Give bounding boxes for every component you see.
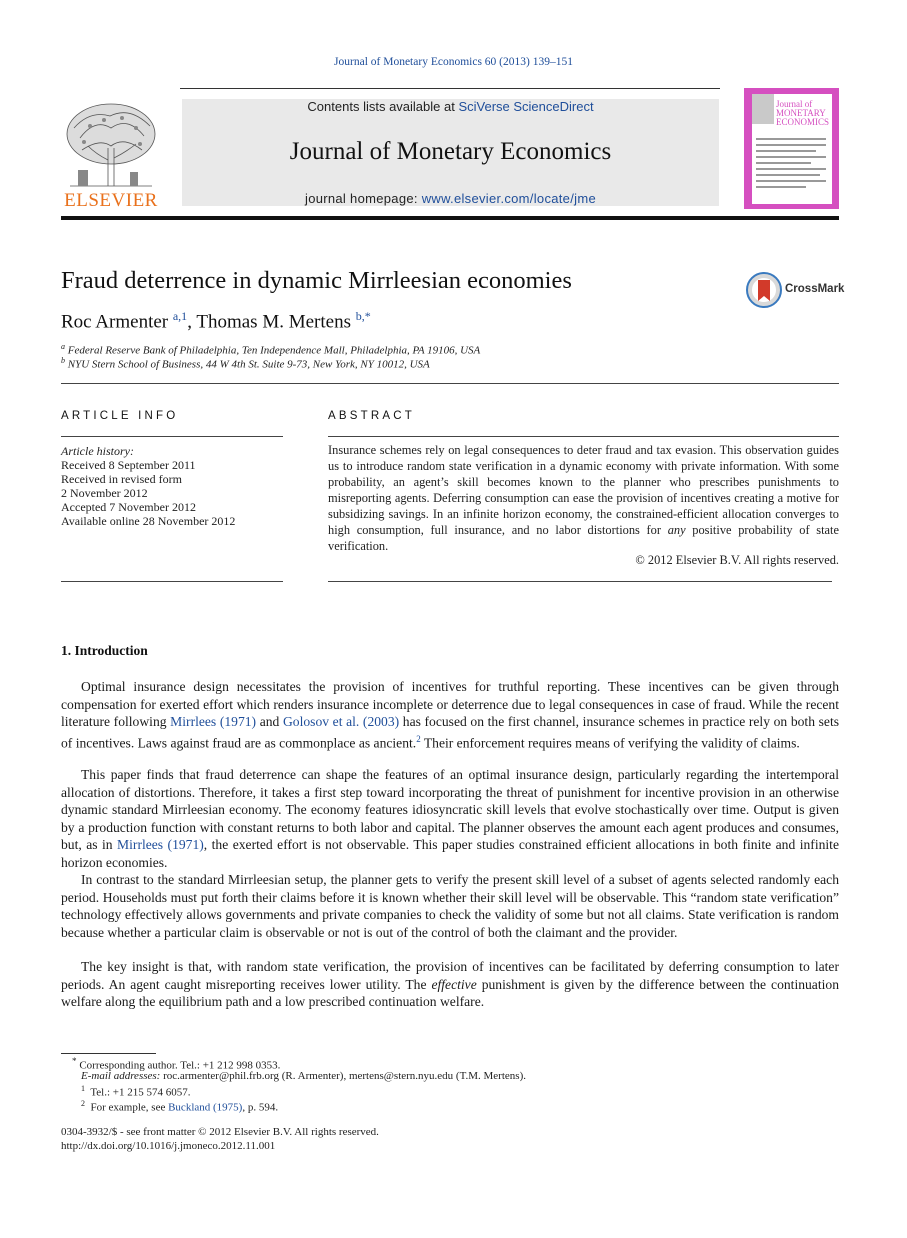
email-addresses[interactable]: roc.armenter@phil.frb.org (R. Armenter), mertens@stern.nyu.edu (T.M. Mertens). [160,1070,526,1082]
footnote-text: For example, see [90,1101,169,1114]
author-affiliation-marker[interactable]: a,1 [172,309,188,323]
footnote-marker[interactable]: 2 [416,733,421,744]
contents-availability-line [182,99,719,114]
contents-prefix: Contents lists available at [307,99,459,114]
crossmark-label: CrossMark [785,283,845,295]
article-info-heading: ARTICLE INFO [61,410,179,422]
abstract-segment: positive probability of state verification. [328,523,839,553]
author-list [61,309,371,333]
article-info-rule [61,436,283,437]
author-name[interactable]: Roc Armenter [61,311,169,333]
paragraph-text: The key insight is that, with random state verification, the provision of incentives can be facilitated by deferring consumption to later periods. An agent caught misreporting receives lower utility. The [61,959,839,992]
citation-link[interactable]: Buckland (1975) [168,1101,243,1114]
abstract-copyright: © 2012 Elsevier B.V. All rights reserved. [635,553,839,567]
article-info-bottom-rule [61,581,283,582]
elsevier-wordmark: ELSEVIER [64,190,158,211]
intro-paragraph-4 [61,958,839,1011]
paragraph-text: and [256,714,283,729]
paragraph-emphasis: effective [431,976,477,992]
paragraph-text: This paper finds that fraud deterrence can shape the features of an optimal insurance design, particularly regarding the intertemporal allocation of distortions. Therefore, it takes a first step toward incorporating the threat of punishment for incentive provision in an otherwise dynamic standard Mirrleesian economy. The economy features idiosyncratic skill levels that evolve stochastically over time. Output is given by a production function with constant returns to both labor and capital. The planner observes the amount each agent produces and consumes, but, as in [61,767,839,852]
history-item: Received 8 September 2011 [61,458,196,472]
footnote-marker: * [72,1056,77,1066]
paragraph-text: , the exerted effort is not observable. This paper studies constrained efficient allocations in both finite and infinite horizon economies. [61,837,839,870]
article-title: Fraud deterrence in dynamic Mirrleesian economies [61,267,572,294]
abstract-text [328,442,839,554]
history-item: Accepted 7 November 2012 [61,500,196,514]
abstract-heading: ABSTRACT [328,410,415,422]
footnote-text: Tel.: +1 215 574 6057. [90,1086,191,1099]
affiliation-b [61,356,430,371]
paragraph-text: Optimal insurance design necessitates the provision of incentives for truthful reporting. These incentives can be given through compensation for exerted effort which renders insurance incomplete or deterrence due to legal consequences in case of fraud. While the recent literature following [61,679,839,729]
author-name[interactable]: Thomas M. Mertens [196,311,351,333]
email-footnote [81,1070,526,1082]
footnote-marker: 2 [81,1099,85,1108]
history-item: Received in revised form [61,472,182,486]
citation-link[interactable]: Mirrlees (1971) [170,714,257,729]
abstract-rule [328,436,839,437]
header-top-rule [180,88,720,89]
affiliation-a [61,342,480,357]
header-bottom-rule [61,216,839,220]
homepage-link[interactable]: www.elsevier.com/locate/jme [421,191,596,206]
paragraph-text: Their enforcement requires means of verifying the validity of claims. [420,735,800,751]
author-separator: , [187,311,197,333]
journal-reference[interactable]: Journal of Monetary Economics 60 (2013) 139–151 [334,56,573,68]
journal-homepage-line [182,191,719,206]
sciencedirect-link[interactable]: SciVerse ScienceDirect [458,99,594,114]
abstract-segment: Insurance schemes rely on legal consequences to deter fraud and tax evasion. This observation guides us to introduce random state verification in a dynamic economy with private information. With some probability, an agent’s skill becomes known to the planner who prescribes punishments to misreporting agents. Deferring consumption can ease the provision of incentives creating a motive for subsidizing savings. In an infinite horizon economy, the constrained-efficient allocation converges to high consumption, full insurance, and no labor distortions for [328,443,839,537]
article-history-label: Article history: [61,444,134,458]
intro-paragraph-1 [61,678,839,752]
paragraph-text: has focused on the first channel, insurance schemes in practice rely on both sets of incentives. Laws against fraud are as commonplace as ancient. [61,714,840,751]
doi-link[interactable]: http://dx.doi.org/10.1016/j.jmoneco.2012.11.001 [61,1140,276,1152]
affiliation-text: Federal Reserve Bank of Philadelphia, Ten Independence Mall, Philadelphia, PA 19106, USA [67,344,481,357]
history-item: Available online 28 November 2012 [61,514,236,528]
footnote-marker: 1 [81,1084,85,1093]
paragraph-text: punishment is given by the difference between the continuation welfare along the equilibrium path and a low prescribed continuation welfare. [61,976,839,1009]
homepage-prefix: journal homepage: [305,191,422,206]
issn-line: 0304-3932/$ - see front matter © 2012 Elsevier B.V. All rights reserved. [61,1126,379,1138]
footnote-text: , p. 594. [242,1101,279,1114]
affiliation-marker: a [61,342,65,351]
affiliation-text: NYU Stern School of Business, 44 W 4th St. Suite 9-73, New York, NY 10012, USA [67,358,430,371]
affiliation-marker: b [61,356,65,365]
journal-title: Journal of Monetary Economics [289,138,612,165]
history-item: 2 November 2012 [61,486,148,500]
author-affiliation-marker[interactable]: b,* [355,309,371,323]
crossmark-badge[interactable] [745,271,845,311]
intro-paragraph-2 [61,766,839,871]
footnote-rule [61,1053,156,1054]
cover-title: Journal of MONETARY ECONOMICS [776,99,830,127]
crossmark-icon [745,271,783,309]
citation-link[interactable]: Mirrlees (1971) [117,837,204,852]
section-heading-introduction: 1. Introduction [61,643,148,658]
journal-cover-thumbnail[interactable] [744,88,839,209]
abstract-emphasis: any [667,523,686,537]
footnote-1 [81,1084,190,1099]
front-matter-divider [61,383,839,384]
footnote-text: Corresponding author. Tel.: +1 212 998 0353. [79,1059,281,1072]
citation-link[interactable]: Golosov et al. (2003) [282,714,400,729]
email-label: E-mail addresses: [81,1070,161,1082]
abstract-bottom-rule [328,581,832,582]
footnote-2 [81,1099,278,1114]
intro-paragraph-3: In contrast to the standard Mirrleesian setup, the planner gets to verify the present skill level of a subset of agents selected randomly each period. Households must put forth their claims before it is known whether their skill level will be observable. This “random state verification” technology effectively allows governments and private companies to check the validity of some but not all claims. State verification is random because whether a particular claim is observable or not is out of the control of both the claimant and the provider. [61,872,839,940]
